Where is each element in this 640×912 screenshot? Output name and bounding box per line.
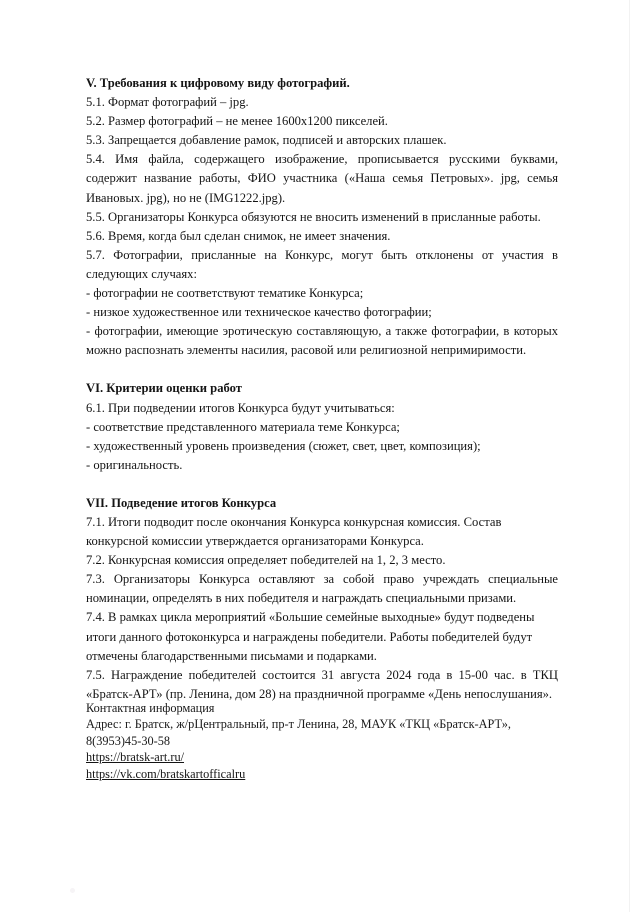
list-item-6-1-b: - художественный уровень произведения (сюжет, свет, цвет, композиция); bbox=[86, 438, 481, 453]
section-spacer-vi bbox=[86, 475, 558, 494]
paragraph-7-4: 7.4. В рамках цикла мероприятий «Большие семейные выходные» будут подведены итоги данного фотоконкурса и награждены победители. Работы победителей будут отмечены благодарственными письмами и подарками. bbox=[86, 610, 535, 663]
list-item-5-7-b: - низкое художественное или техническое качество фотографии; bbox=[86, 305, 432, 320]
section-heading-v: V. Требования к цифровому виду фотографий. bbox=[86, 76, 350, 90]
section-heading-vi: VI. Критерии оценки работ bbox=[86, 381, 242, 396]
contact-vk-link-row bbox=[86, 766, 566, 782]
paragraph-7-1: 7.1. Итоги подводит после окончания Конкурса конкурсная комиссия. Состав конкурсной комиссии утверждается организаторами Конкурса. bbox=[86, 514, 502, 549]
list-item-5-7-a: - фотографии не соответствуют тематике Конкурса; bbox=[86, 286, 364, 301]
website-link[interactable]: https://bratsk-art.ru/ bbox=[86, 750, 185, 765]
paragraph-6-1: 6.1. При подведении итогов Конкурса будут учитываться: bbox=[86, 400, 395, 415]
paragraph-5-6: 5.6. Время, когда был сделан снимок, не имеет значения. bbox=[86, 228, 391, 243]
section-spacer-v bbox=[86, 360, 558, 379]
section-heading-vii: VII. Подведение итогов Конкурса bbox=[86, 495, 277, 510]
paragraph-5-1: 5.1. Формат фотографий – jpg. bbox=[86, 95, 249, 110]
paragraph-5-2: 5.2. Размер фотографий – не менее 1600х1200 пикселей. bbox=[86, 114, 388, 129]
paragraph-5-5: 5.5. Организаторы Конкурса обязуются не вносить изменений в присланные работы. bbox=[86, 209, 541, 224]
scan-artifact bbox=[70, 888, 75, 893]
list-item-6-1-c: - оригинальность. bbox=[86, 457, 183, 472]
contact-website-link-row bbox=[86, 749, 566, 765]
paragraph-5-4: 5.4. Имя файла, содержащего изображение, прописывается русскими буквами, содержит название работы, ФИО участника («Наша семья Петровых». jpg, семья Ивановых. jpg), но не (IMG1222.jpg). bbox=[86, 152, 558, 205]
vk-link[interactable]: https://vk.com/bratskartofficalru bbox=[86, 766, 246, 781]
paragraph-7-5: 7.5. Награждение победителей состоится 31 августа 2024 года в 15-00 час. в ТКЦ «Братск-АРТ» (пр. Ленина, дом 28) на праздничной программе «День непослушания». bbox=[86, 667, 558, 701]
contact-address: Адрес: г. Братск, ж/рЦентральный, пр-т Ленина, 28, МАУК «ТКЦ «Братск-АРТ», bbox=[86, 717, 511, 732]
paragraph-7-2: 7.2. Конкурсная комиссия определяет победителей на 1, 2, 3 место. bbox=[86, 553, 446, 568]
contact-information bbox=[86, 700, 566, 782]
paragraph-5-7: 5.7. Фотографии, присланные на Конкурс, могут быть отклонены от участия в следующих случаях: bbox=[86, 247, 558, 281]
list-item-5-7-c: - фотографии, имеющие эротическую составляющую, а также фотографии, в которых можно распознать элементы насилия, расовой или религиозной непримиримости. bbox=[86, 324, 558, 358]
page-edge bbox=[629, 0, 630, 912]
paragraph-5-3: 5.3. Запрещается добавление рамок, подписей и авторских плашек. bbox=[86, 133, 447, 148]
contact-title: Контактная информация bbox=[86, 701, 215, 715]
contact-phone: 8(3953)45-30-58 bbox=[86, 733, 171, 748]
paragraph-7-3: 7.3. Организаторы Конкурса оставляют за собой право учреждать специальные номинации, определять в них победителя и награждать специальными призами. bbox=[86, 572, 558, 606]
list-item-6-1-a: - соответствие представленного материала теме Конкурса; bbox=[86, 419, 400, 434]
document-body bbox=[86, 74, 558, 704]
